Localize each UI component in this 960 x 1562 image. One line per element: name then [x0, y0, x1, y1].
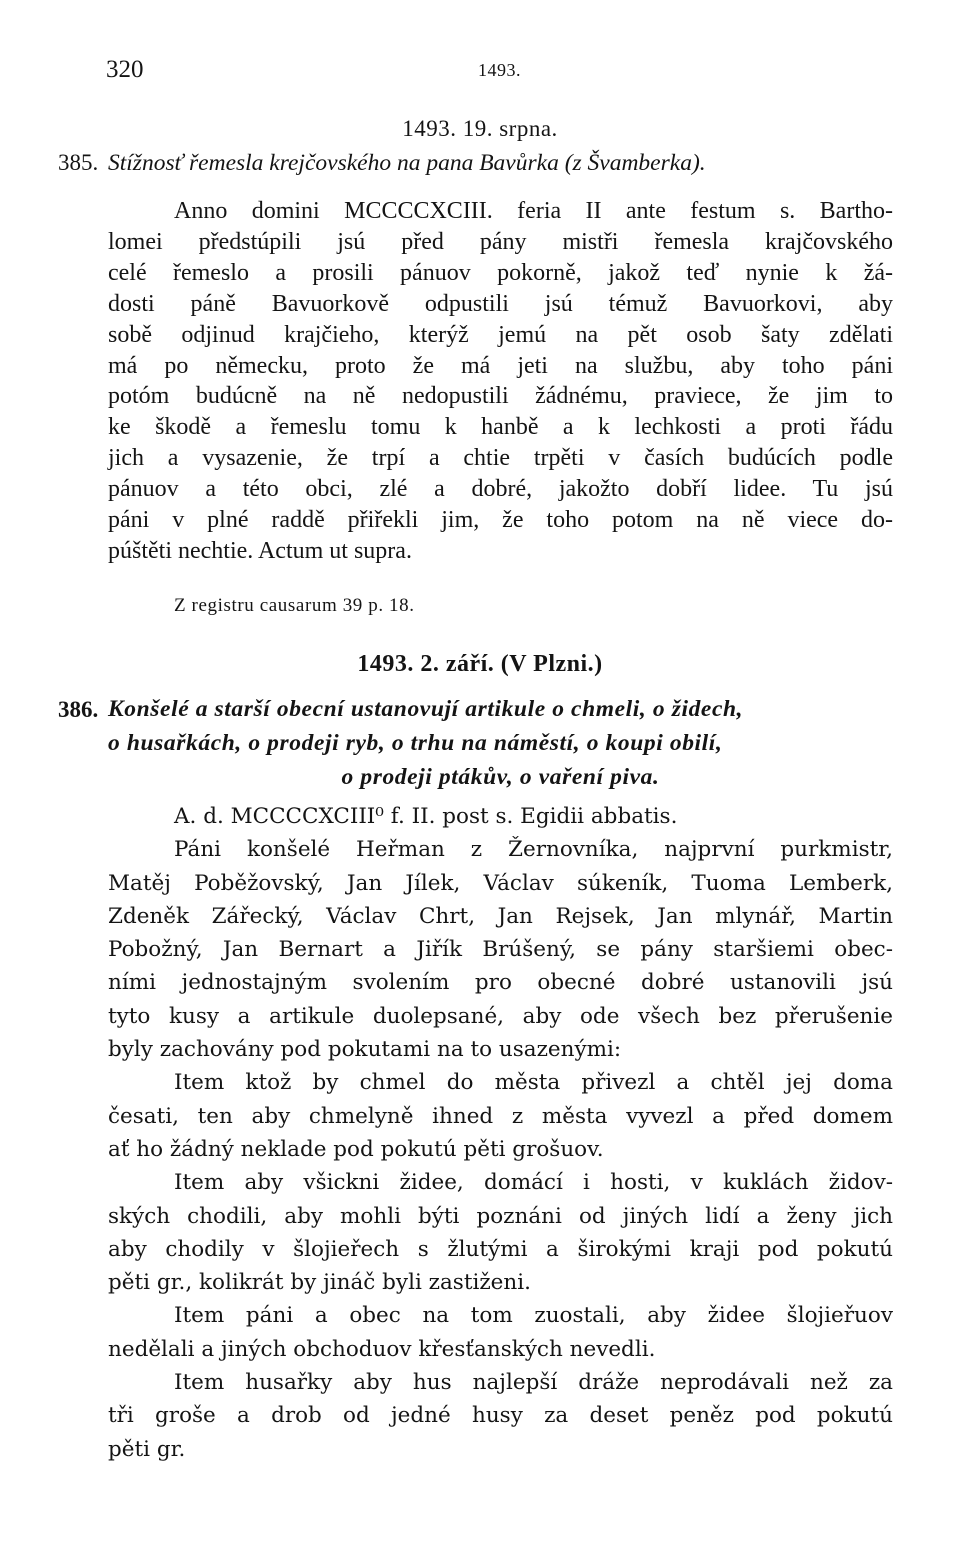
- entry-date: 1493. 2. září. (V Plzni.): [357, 651, 603, 677]
- entry-heading-line: Konšelé a starší obecní ustanovují artikule o chmeli, o židech,: [108, 696, 744, 722]
- entry-body-line: Item ktož by chmel do města přivezl a chtěl jej doma: [174, 1070, 893, 1096]
- entry-body-line: Zdeněk Zářecký, Václav Chrt, Jan Rejsek, Jan mlynář, Martin: [108, 903, 893, 929]
- entry-body-line: ať ho žádný neklade pod pokutú pěti grošuov.: [108, 1136, 604, 1162]
- entry-body-line: pánuov a této obci, zlé a dobré, jakožto dobří lidee. Tu jsú: [108, 476, 893, 503]
- entry-body-line: dosti páně Bavuorkově odpustili jsú témuž Bavuorkovi, aby: [108, 290, 893, 317]
- entry-body-line: aby chodily v šlojieřech s žlutými a širokými kraji pod pokutú: [108, 1236, 893, 1262]
- entry-date: 1493. 19. srpna.: [402, 116, 558, 141]
- entry-body-line: nedělali a jiných obchoduov křesťanských nevedli.: [108, 1336, 656, 1362]
- entry-body-line: tyto kusy a artikule duolepsané, aby ode všech bez přerušenie: [108, 1003, 893, 1029]
- running-title-year: 1493.: [478, 60, 521, 80]
- entry-body-line: Páni konšelé Heřman z Žernovníka, najprvní purkmistr,: [174, 837, 893, 863]
- entry-body-line: má po německu, proto že má jeti na službu, aby toho páni: [108, 352, 893, 379]
- entry-body-line: Item páni a obec na tom zuostali, aby židee šlojieřuov: [174, 1303, 893, 1329]
- entry-heading-line: o prodeji ptákův, o vaření piva.: [341, 764, 660, 790]
- entry-body-line: Matěj Poběžovský, Jan Jílek, Václav súkeník, Tuoma Lemberk,: [108, 870, 893, 896]
- dating-line: A. d. MCCCCXCIII⁰ f. II. post s. Egidii abbatis.: [174, 804, 678, 829]
- entry-body-line: Item aby všickni židee, domácí i hosti, v kuklách židov-: [174, 1170, 893, 1196]
- entry-body-line: páni v plné raddě přiřekli jim, že toho potom na ně viece do-: [108, 507, 893, 534]
- entry-body-line: ských chodili, aby mohli býti poznáni od jiných lidí a ženy jich: [108, 1203, 893, 1229]
- entry-heading-line: o husařkách, o prodeji ryb, o trhu na náměstí, o koupi obilí,: [108, 730, 723, 756]
- entry-number: 385.: [58, 150, 99, 175]
- running-head: [0, 56, 960, 86]
- entry-body-line: sobě odjinud krajčieho, kterýž jemú na pět osob šaty zdělati: [108, 321, 893, 348]
- entry-body-line: ke škodě a řemeslu tomu k hanbě a k lechkosti a proti řádu: [108, 414, 893, 441]
- page-number: 320: [106, 56, 144, 83]
- entry-body-line: Item husařky aby hus najlepší dráže neprodávali než za: [174, 1370, 893, 1396]
- entry-number: 386.: [58, 697, 99, 722]
- entry-body-line: celé řemeslo a prosili pánuov pokorně, jakož teď nynie k žá-: [108, 259, 893, 286]
- entry-body: [108, 800, 893, 1466]
- entry-heading: Stížnosť řemesla krejčovského na pana Bavůrka (z Švamberka).: [108, 150, 706, 176]
- entry-body-line: Anno domini MCCCCXCIII. feria II ante festum s. Bartho-: [174, 198, 893, 224]
- entry-body: [108, 196, 893, 567]
- entry-body-line: ními jednostajným svolením pro obecné dobré ustanovili jsú: [108, 970, 893, 996]
- entry-body-line: pěti gr.: [108, 1436, 186, 1462]
- entry-heading: [108, 692, 893, 794]
- entry-body-line: byly zachovány pod pokutami na to usazenými:: [108, 1037, 622, 1063]
- entry-body-line: pěti gr., kolikrát by jináč byli zastiženi.: [108, 1270, 531, 1296]
- source-reference: Z registru causarum 39 p. 18.: [174, 595, 415, 616]
- entry-body-line: potóm budúcně na ně nedopustili žádnému, praviece, že jim to: [108, 383, 893, 410]
- entry-body-line: tři groše a drob od jedné husy za deset peněz pod pokutú: [108, 1403, 893, 1429]
- entry-body-line: Pobožný, Jan Bernart a Jiřík Brúšený, se pány staršiemi obec-: [108, 937, 893, 963]
- entry-body-line: česati, ten aby chmelyně ihned z města vyvezl a před domem: [108, 1103, 893, 1129]
- entry-body-line: lomei předstúpili jsú před pány mistři řemesla krajčovského: [108, 228, 893, 255]
- entry-body-line: púštěti nechtie. Actum ut supra.: [108, 537, 412, 564]
- entry-body-line: jich a vysazenie, že trpí a chtie trpěti v časích budúcích podle: [108, 445, 893, 472]
